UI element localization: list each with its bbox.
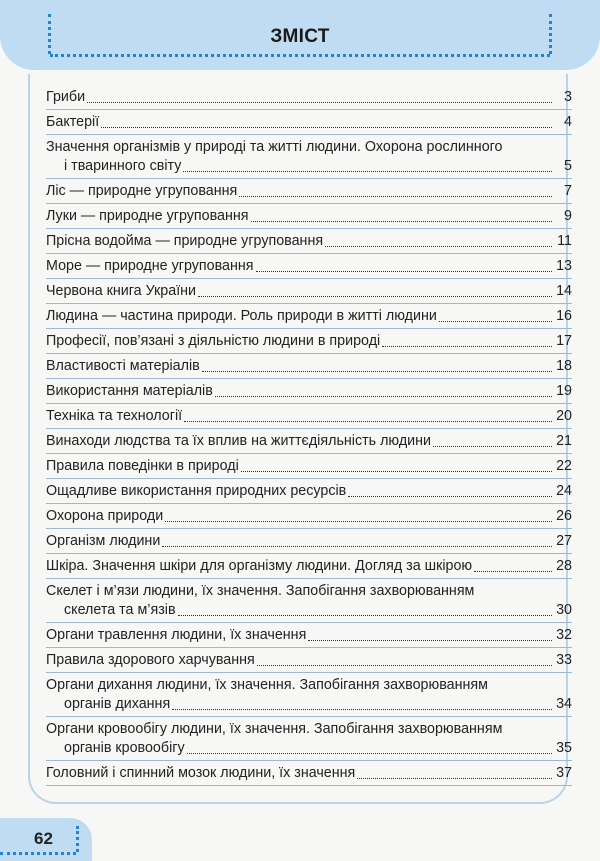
toc-entry-page: 30 xyxy=(556,602,572,618)
toc-entry-title: Луки — природне угруповання xyxy=(46,208,249,224)
toc-entry-page: 3 xyxy=(564,89,572,105)
toc-entry-title: Ощадливе використання природних ресурсів xyxy=(46,483,347,499)
toc-entry-page: 28 xyxy=(556,558,572,574)
toc-entry-title-continued: органів дихання xyxy=(64,696,171,712)
toc-entry[interactable] xyxy=(46,182,572,204)
toc-entry[interactable] xyxy=(46,432,572,454)
dot-leader xyxy=(325,246,552,247)
toc-entry[interactable] xyxy=(46,676,572,717)
toc-entry-title: Професії, пов’язані з діяльністю людини в природі xyxy=(46,333,381,349)
toc-entry-title: Людина — частина природи. Роль природи в житті людини xyxy=(46,308,437,324)
dot-leader xyxy=(101,127,552,128)
page-title: ЗМІСТ xyxy=(270,26,330,47)
toc-entry-page: 20 xyxy=(556,408,572,424)
toc-entry-title: Правила здорового харчування xyxy=(46,652,255,668)
toc-entry-title: Бактерії xyxy=(46,114,100,130)
dot-leader xyxy=(241,471,552,472)
dot-leader xyxy=(474,571,552,572)
toc-entry-title: Техніка та технології xyxy=(46,408,183,424)
toc-entry-title: Винаходи людства та їх вплив на життєдіяльність людини xyxy=(46,433,432,449)
toc-entry[interactable] xyxy=(46,482,572,504)
dot-leader xyxy=(187,753,552,754)
header-dotted-line xyxy=(50,54,550,57)
dot-leader xyxy=(183,171,552,172)
toc-entry[interactable] xyxy=(46,357,572,379)
toc-entry-page: 22 xyxy=(556,458,572,474)
toc-entry-page: 7 xyxy=(564,183,572,199)
toc-entry-page: 27 xyxy=(556,533,572,549)
toc-entry-title: Використання матеріалів xyxy=(46,383,213,399)
dot-leader xyxy=(439,321,552,322)
toc-entry-page: 19 xyxy=(556,383,572,399)
toc-entry-title: Органи кровообігу людини, їх значення. Запобігання захворюванням xyxy=(46,721,503,737)
dot-leader xyxy=(256,271,552,272)
dot-leader xyxy=(348,496,552,497)
toc-entry-title: Прісна водойма — природне угруповання xyxy=(46,233,324,249)
toc-entry-title: Органи травлення людини, їх значення xyxy=(46,627,307,643)
toc-entry-title-continued: органів кровообігу xyxy=(64,740,185,756)
toc-entry-page: 32 xyxy=(556,627,572,643)
toc-entry[interactable] xyxy=(46,626,572,648)
dot-leader xyxy=(165,521,552,522)
dot-leader xyxy=(382,346,552,347)
toc-entry-page: 17 xyxy=(556,333,572,349)
toc-entry[interactable] xyxy=(46,138,572,179)
dot-leader xyxy=(239,196,552,197)
toc-entry-page: 35 xyxy=(556,740,572,756)
toc-entry-title: Ліс — природне угруповання xyxy=(46,183,238,199)
toc-entry-page: 4 xyxy=(564,114,572,130)
toc-entry[interactable] xyxy=(46,582,572,623)
dot-leader xyxy=(357,778,552,779)
toc-entry-page: 24 xyxy=(556,483,572,499)
toc-entry-title-continued: скелета та м’язів xyxy=(64,602,176,618)
toc-entry-page: 13 xyxy=(556,258,572,274)
toc-entry-title: Охорона природи xyxy=(46,508,164,524)
toc-entry-title: Органи дихання людини, їх значення. Запобігання захворюванням xyxy=(46,677,488,693)
toc-entry-page: 33 xyxy=(556,652,572,668)
toc-entry-title: Скелет і м’язи людини, їх значення. Запобігання захворюванням xyxy=(46,583,475,599)
dot-leader xyxy=(251,221,552,222)
toc-entry-page: 21 xyxy=(556,433,572,449)
toc-entry[interactable] xyxy=(46,557,572,579)
toc-entry[interactable] xyxy=(46,382,572,404)
dot-leader xyxy=(162,546,552,547)
toc-entry-title: Шкіра. Значення шкіри для організму людини. Догляд за шкірою xyxy=(46,558,473,574)
toc-entry-title: Море — природне угруповання xyxy=(46,258,254,274)
toc-entry-title: Гриби xyxy=(46,89,86,105)
toc-entry[interactable] xyxy=(46,651,572,673)
footer-dotted-line-vertical xyxy=(76,826,79,852)
toc-entry-page: 18 xyxy=(556,358,572,374)
toc-entry[interactable] xyxy=(46,457,572,479)
toc-entry-title: Головний і спинний мозок людини, їх значення xyxy=(46,765,356,781)
toc-entry[interactable] xyxy=(46,257,572,279)
toc-entry-title: Значення організмів у природі та житті людини. Охорона рослинного xyxy=(46,139,503,155)
toc-entry-page: 16 xyxy=(556,308,572,324)
toc-entry-title: Червона книга України xyxy=(46,283,197,299)
toc-entry[interactable] xyxy=(46,532,572,554)
toc-entry-page: 34 xyxy=(556,696,572,712)
toc-entry[interactable] xyxy=(46,232,572,254)
toc-entry-page: 11 xyxy=(557,233,572,249)
toc-entry-title: Організм людини xyxy=(46,533,161,549)
dot-leader xyxy=(215,396,552,397)
toc-entry[interactable] xyxy=(46,307,572,329)
dot-leader xyxy=(198,296,552,297)
table-of-contents xyxy=(46,88,572,789)
toc-entry[interactable] xyxy=(46,332,572,354)
toc-entry[interactable] xyxy=(46,282,572,304)
dot-leader xyxy=(257,665,552,666)
toc-entry-page: 14 xyxy=(556,283,572,299)
toc-entry[interactable] xyxy=(46,113,572,135)
toc-entry-title-continued: і тваринного світу xyxy=(64,158,182,174)
toc-entry[interactable] xyxy=(46,88,572,110)
toc-entry-page: 26 xyxy=(556,508,572,524)
dot-leader xyxy=(308,640,552,641)
dot-leader xyxy=(172,709,552,710)
toc-entry-title: Властивості матеріалів xyxy=(46,358,200,374)
dot-leader xyxy=(178,615,552,616)
toc-entry-title: Правила поведінки в природі xyxy=(46,458,239,474)
toc-entry-page: 9 xyxy=(564,208,572,224)
dot-leader xyxy=(87,102,552,103)
toc-entry[interactable] xyxy=(46,764,572,786)
page-number: 62 xyxy=(34,829,53,848)
toc-entry[interactable] xyxy=(46,407,572,429)
toc-entry[interactable] xyxy=(46,720,572,761)
toc-entry-page: 37 xyxy=(556,765,572,781)
toc-entry[interactable] xyxy=(46,507,572,529)
footer-dotted-line xyxy=(0,852,76,855)
dot-leader xyxy=(184,421,552,422)
dot-leader xyxy=(433,446,552,447)
toc-entry[interactable] xyxy=(46,207,572,229)
toc-entry-page: 5 xyxy=(564,158,572,174)
dot-leader xyxy=(202,371,552,372)
